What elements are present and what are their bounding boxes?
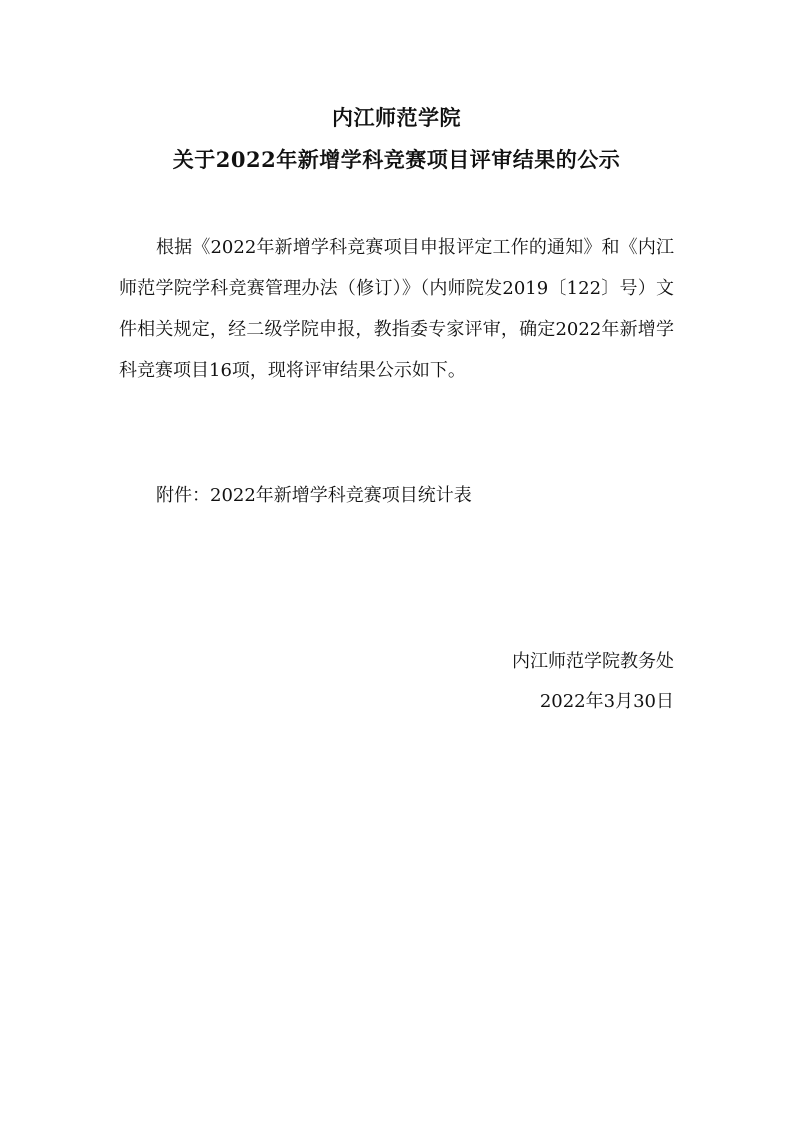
document-title-subject: 关于2022年新增学科竞赛项目评审结果的公示 <box>172 147 621 172</box>
issuer-signature: 内江师范学院教务处 <box>512 651 674 672</box>
document-body-paragraph: 根据《2022年新增学科竞赛项目申报评定工作的通知》和《内江师范学院学科竞赛管理办法（修订）》（内师院发2019〔122〕号）文件相关规定，经二级学院申报，教指委专家评审，确定2022年新增学科竞赛项目16项，现将评审结果公示如下。 <box>119 237 674 381</box>
attachment-note: 附件：2022年新增学科竞赛项目统计表 <box>156 485 472 506</box>
document-title-institution: 内江师范学院 <box>332 105 461 130</box>
issue-date: 2022年3月30日 <box>539 691 674 712</box>
